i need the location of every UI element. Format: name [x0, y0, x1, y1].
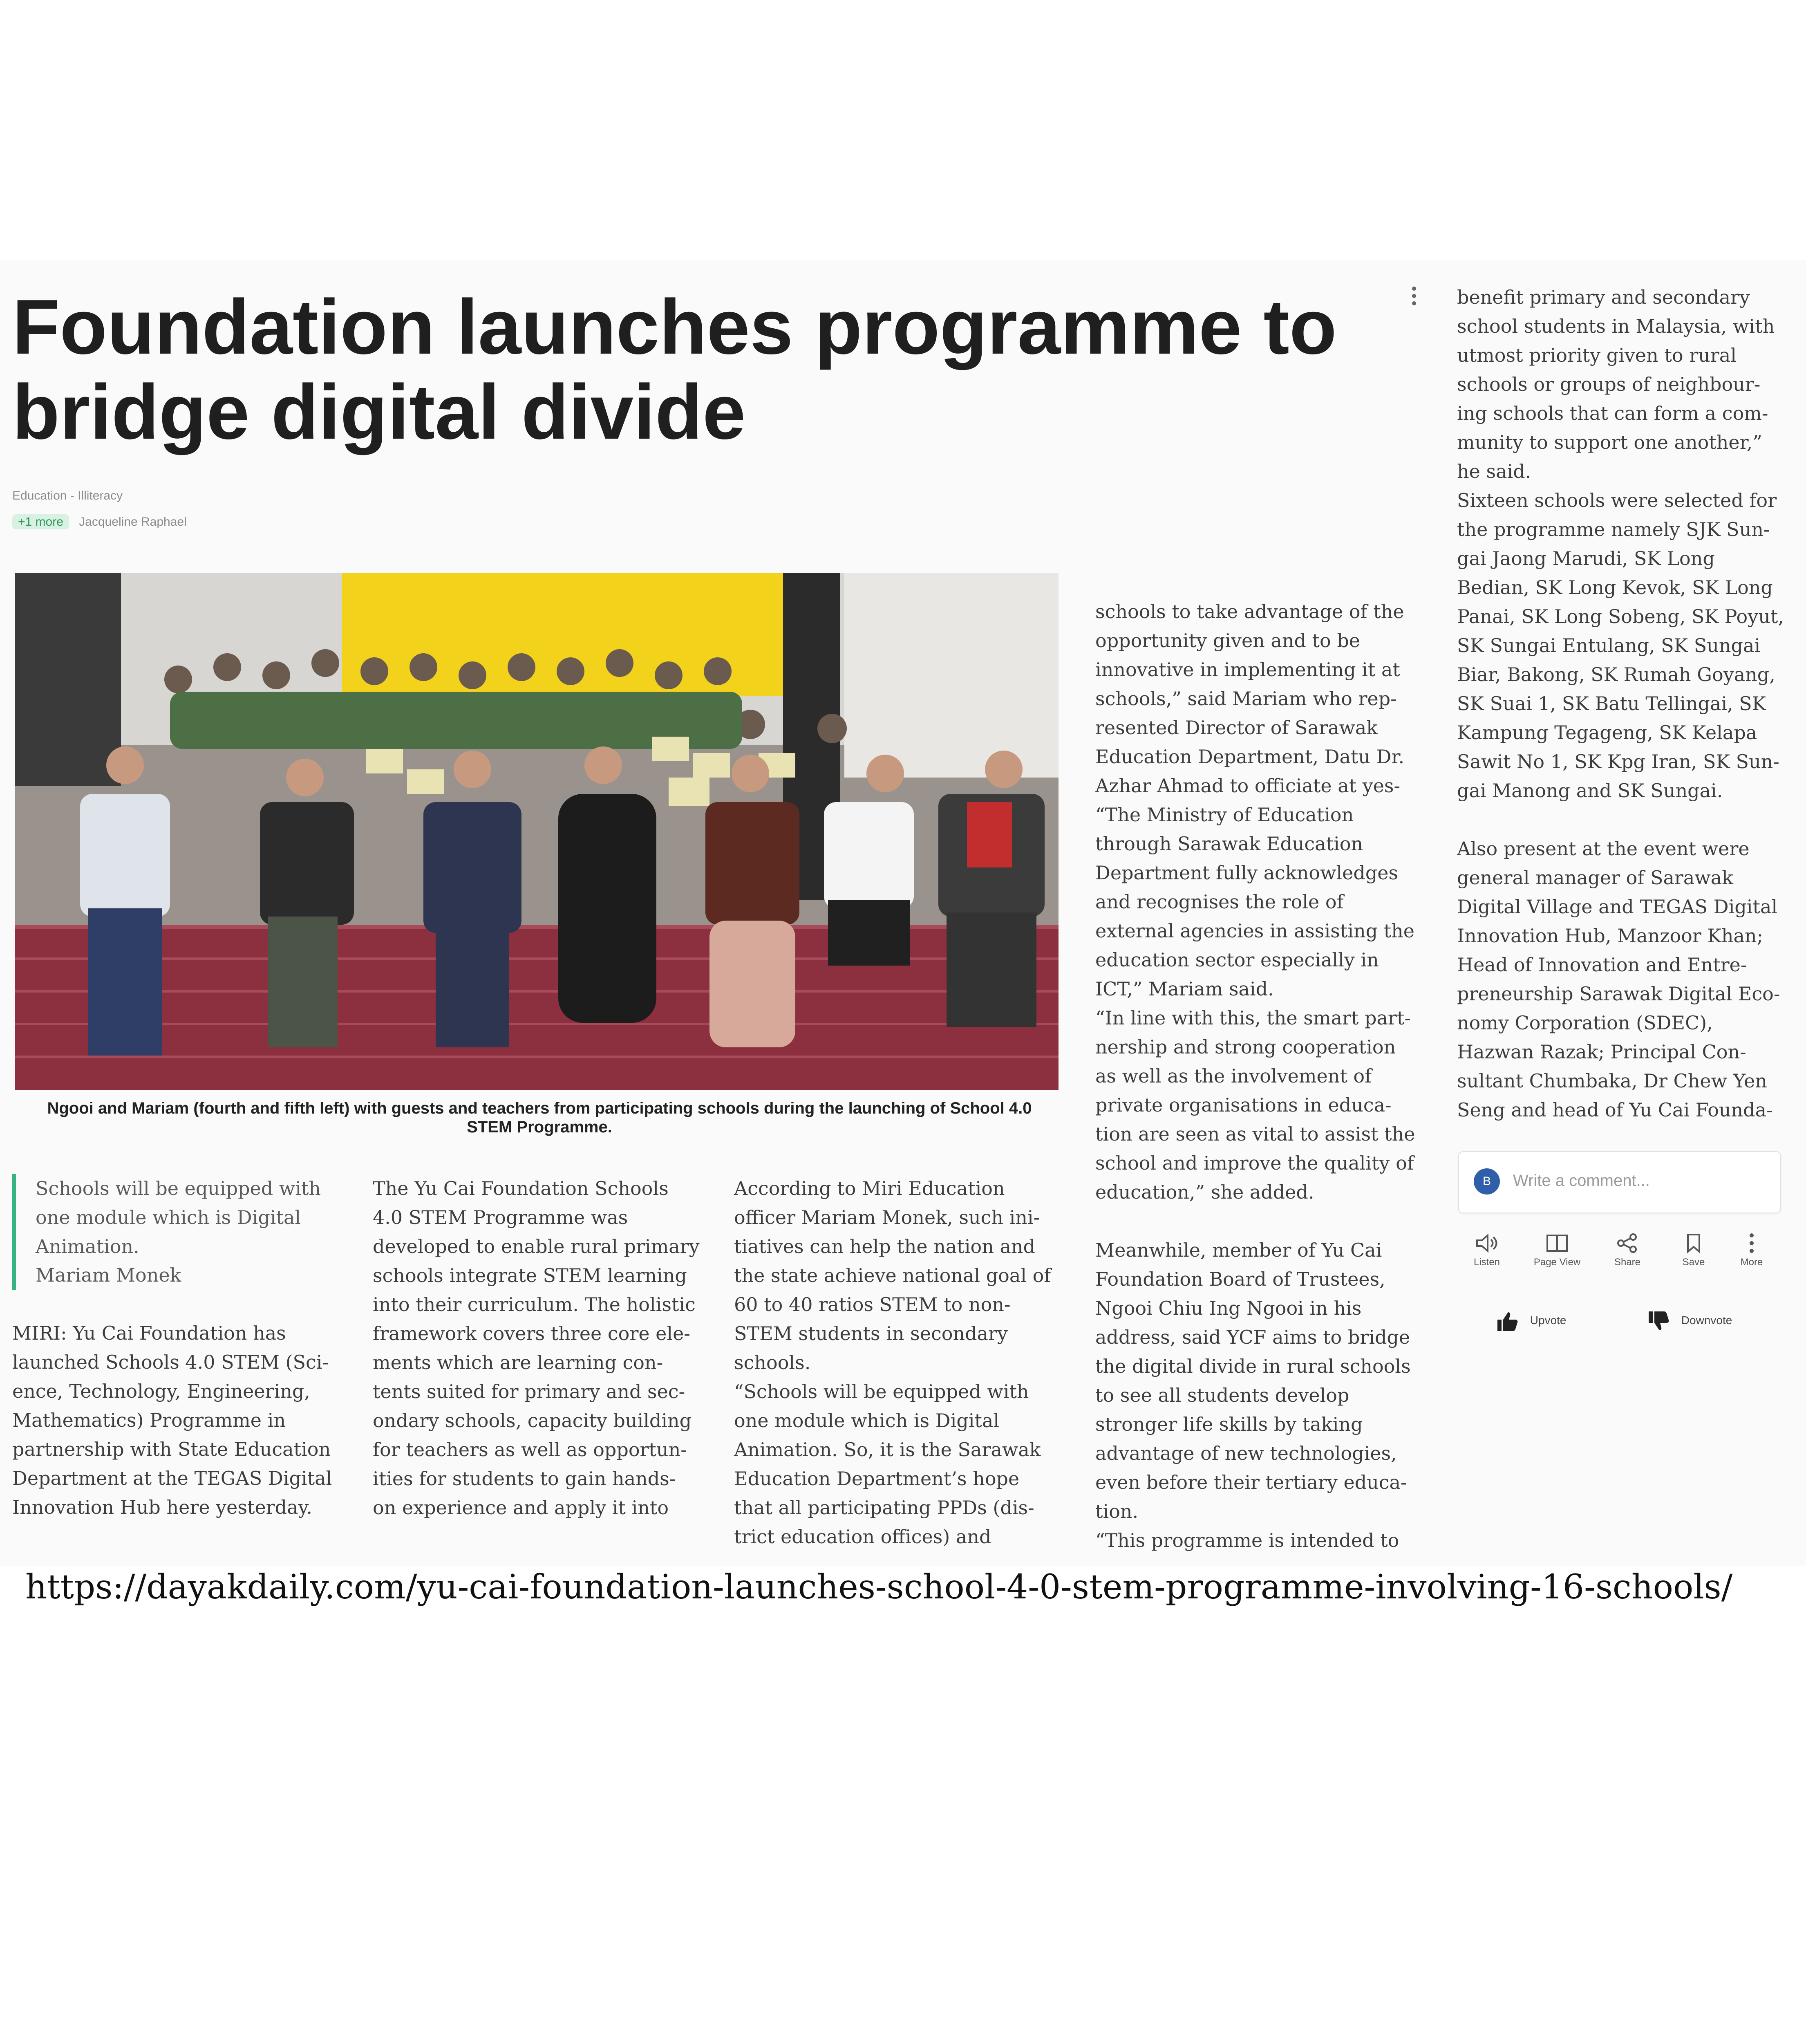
text-line: Also present at the event were [1457, 838, 1750, 860]
text-line: private organisations in educa- [1095, 1094, 1392, 1116]
photo-caption [8, 1099, 1071, 1136]
text-line: ities for students to gain hands- [373, 1468, 676, 1490]
text-line: the digital divide in rural schools [1095, 1355, 1411, 1377]
upvote-button[interactable] [1496, 1311, 1567, 1332]
text-line: partnership with State Education [12, 1438, 331, 1460]
text-line: ing schools that can form a com- [1457, 402, 1768, 424]
text-line: SK Suai 1, SK Batu Tellingai, SK [1457, 693, 1766, 715]
text-line: “This programme is intended to [1095, 1529, 1399, 1551]
text-line: schools. [734, 1351, 811, 1374]
text-line: advantage of new technologies, [1095, 1442, 1397, 1464]
text-line: for teachers as well as opportun- [373, 1439, 687, 1461]
pull-quote-line: one module which is Digital [36, 1206, 301, 1228]
pull-quote-author: Mariam Monek [12, 1261, 322, 1290]
text-line: schools,” said Mariam who rep- [1095, 688, 1397, 710]
text-line: Innovation Hub here yesterday. [12, 1496, 313, 1518]
comment-box[interactable] [1458, 1151, 1781, 1213]
text-line: trict education offices) and [734, 1526, 991, 1548]
text-line: Seng and head of Yu Cai Founda- [1457, 1099, 1773, 1121]
text-line: one module which is Digital [734, 1410, 1000, 1432]
event-photo [15, 573, 1059, 1090]
more-vertical-icon [1739, 1233, 1764, 1253]
caption-line-1: Ngooi and Mariam (fourth and fifth left) with guests and teachers from participating schools during the launching of School 4.0 [47, 1099, 1032, 1117]
page-view-button[interactable] [1528, 1233, 1586, 1268]
text-line: gai Jaong Marudi, SK Long [1457, 547, 1715, 569]
text-line: Digital Village and TEGAS Digital [1457, 896, 1778, 918]
text-line: Head of Innovation and Entre- [1457, 954, 1747, 976]
downvote-label: Downvote [1681, 1314, 1732, 1327]
more-label: More [1740, 1257, 1763, 1268]
text-line: stronger life skills by taking [1095, 1413, 1363, 1435]
text-line: tion. [1095, 1500, 1139, 1522]
text-line: tents suited for primary and sec- [373, 1381, 685, 1403]
text-line: opportunity given and to be [1095, 630, 1361, 652]
upvote-label: Upvote [1530, 1314, 1567, 1327]
speaker-icon [1475, 1233, 1499, 1253]
body-column-4 [1095, 597, 1430, 1555]
text-line: the programme namely SJK Sun- [1457, 518, 1770, 540]
page-view-label: Page View [1533, 1257, 1581, 1268]
text-line: as well as the involvement of [1095, 1065, 1372, 1087]
text-line: preneurship Sarawak Digital Eco- [1457, 983, 1780, 1005]
text-line: schools integrate STEM learning [373, 1264, 687, 1286]
text-line: “The Ministry of Education [1095, 804, 1354, 826]
text-line: Hazwan Razak; Principal Con- [1457, 1041, 1746, 1063]
text-line: to see all students develop [1095, 1384, 1349, 1406]
save-button[interactable] [1665, 1233, 1722, 1268]
caption-line-2: STEM Programme. [467, 1118, 612, 1136]
share-label: Share [1614, 1257, 1641, 1268]
pull-quote-line: Animation. [36, 1235, 139, 1257]
kebab-menu-icon[interactable] [1410, 285, 1418, 309]
thumbs-up-icon [1496, 1311, 1519, 1332]
text-line: Education Department’s hope [734, 1468, 1020, 1490]
text-line: schools or groups of neighbour- [1457, 373, 1761, 395]
text-line: resented Director of Sarawak [1095, 717, 1378, 739]
text-line: officer Mariam Monek, such ini- [734, 1206, 1040, 1228]
author-name: Jacqueline Raphael [79, 515, 187, 529]
body-column-2 [373, 1174, 708, 1522]
text-line: into their curriculum. The holistic [373, 1293, 696, 1316]
text-line: Department fully acknowledges [1095, 862, 1399, 884]
text-line: munity to support one another,” [1457, 431, 1762, 453]
pull-quote [12, 1174, 354, 1261]
source-url[interactable]: https://dayakdaily.com/yu-cai-foundation-launches-school-4-0-stem-programme-involving-16-schools/ [25, 1568, 1733, 1607]
more-button[interactable] [1723, 1233, 1780, 1268]
text-line: gai Manong and SK Sungai. [1457, 780, 1723, 802]
text-line: ICT,” Mariam said. [1095, 978, 1274, 1000]
text-line: Biar, Bakong, SK Rumah Goyang, [1457, 663, 1775, 686]
text-line: innovative in implementing it at [1095, 659, 1400, 681]
title-line-2: bridge digital divide [12, 369, 746, 455]
text-line: Sixteen schools were selected for [1457, 489, 1777, 511]
more-tags-badge[interactable]: +1 more [12, 514, 69, 529]
text-line: address, said YCF aims to bridge [1095, 1326, 1410, 1348]
article-title [12, 285, 1361, 455]
body-column-1 [12, 1319, 339, 1522]
listen-label: Listen [1473, 1257, 1500, 1268]
text-line: education sector especially in [1095, 949, 1379, 971]
text-line: education,” she added. [1095, 1181, 1314, 1203]
text-line: The Yu Cai Foundation Schools [373, 1177, 669, 1199]
listen-button[interactable] [1458, 1233, 1515, 1268]
text-line: developed to enable rural primary [373, 1235, 700, 1257]
text-line: nership and strong cooperation [1095, 1036, 1396, 1058]
page-view-icon [1545, 1233, 1569, 1253]
text-line: on experience and apply it into [373, 1497, 669, 1519]
text-line: Panai, SK Long Sobeng, SK Poyut, [1457, 605, 1784, 628]
text-line: he said. [1457, 460, 1531, 482]
text-line: benefit primary and secondary [1457, 286, 1750, 308]
text-line: Innovation Hub, Manzoor Khan; [1457, 925, 1763, 947]
text-line: SK Sungai Entulang, SK Sungai [1457, 634, 1761, 657]
share-icon [1615, 1233, 1640, 1253]
text-line: framework covers three core ele- [373, 1322, 690, 1345]
text-line: Foundation Board of Trustees, [1095, 1268, 1385, 1290]
text-line: that all participating PPDs (dis- [734, 1497, 1034, 1519]
text-line: Department at the TEGAS Digital [12, 1467, 332, 1489]
bookmark-icon [1681, 1233, 1706, 1253]
thumbs-down-icon [1647, 1311, 1670, 1332]
text-line: Kampung Tegageng, SK Kelapa [1457, 722, 1757, 744]
paragraph-gap [1095, 1207, 1430, 1236]
paragraph-gap [1457, 805, 1792, 834]
title-line-1: Foundation launches programme to [12, 284, 1337, 370]
text-line: Meanwhile, member of Yu Cai [1095, 1239, 1382, 1261]
text-line: ments which are learning con- [373, 1351, 663, 1374]
text-line: According to Miri Education [734, 1177, 1005, 1199]
user-avatar: B [1474, 1168, 1500, 1195]
text-line: sultant Chumbaka, Dr Chew Yen [1457, 1070, 1767, 1092]
share-button[interactable] [1599, 1233, 1656, 1268]
text-line: through Sarawak Education [1095, 833, 1363, 855]
text-line: Animation. So, it is the Sarawak [734, 1439, 1041, 1461]
text-line: schools to take advantage of the [1095, 601, 1404, 623]
text-line: Sawit No 1, SK Kpg Iran, SK Sun- [1457, 751, 1779, 773]
save-label: Save [1682, 1257, 1705, 1268]
downvote-button[interactable] [1647, 1311, 1732, 1332]
news-clipping [0, 260, 1806, 1566]
text-line: school and improve the quality of [1095, 1152, 1414, 1174]
text-line: the state achieve national goal of [734, 1264, 1051, 1286]
text-line: launched Schools 4.0 STEM (Sci- [12, 1351, 329, 1373]
text-line: “Schools will be equipped with [734, 1381, 1029, 1403]
pull-quote-line: Schools will be equipped with [36, 1177, 321, 1199]
body-column-3 [734, 1174, 1069, 1551]
text-line: “In line with this, the smart part- [1095, 1007, 1411, 1029]
article-byline [12, 515, 187, 529]
text-line: ondary schools, capacity building [373, 1410, 692, 1432]
text-line: 60 to 40 ratios STEM to non- [734, 1293, 1011, 1316]
text-line: Bedian, SK Long Kevok, SK Long [1457, 576, 1773, 598]
text-line: 4.0 STEM Programme was [373, 1206, 628, 1228]
text-line: Ngooi Chiu Ing Ngooi in his [1095, 1297, 1362, 1319]
text-line: Education Department, Datu Dr. [1095, 746, 1405, 768]
text-line: and recognises the role of [1095, 891, 1344, 913]
text-line: even before their tertiary educa- [1095, 1471, 1407, 1493]
body-column-5 [1457, 283, 1792, 1125]
text-line: tion are seen as vital to assist the [1095, 1123, 1415, 1145]
text-line: school students in Malaysia, with [1457, 315, 1775, 337]
text-line: STEM students in secondary [734, 1322, 1008, 1345]
text-line: nomy Corporation (SDEC), [1457, 1012, 1713, 1034]
article-category[interactable]: Education - Illiteracy [12, 489, 123, 502]
text-line: utmost priority given to rural [1457, 344, 1737, 366]
text-line: external agencies in assisting the [1095, 920, 1415, 942]
text-line: MIRI: Yu Cai Foundation has [12, 1322, 286, 1344]
text-line: ence, Technology, Engineering, [12, 1380, 310, 1402]
comment-input[interactable]: Write a comment... [1513, 1172, 1650, 1190]
group-photo-illustration [15, 573, 1059, 1090]
text-line: tiatives can help the nation and [734, 1235, 1035, 1257]
text-line: general manager of Sarawak [1457, 867, 1734, 889]
text-line: Azhar Ahmad to officiate at yes- [1095, 775, 1401, 797]
text-line: Mathematics) Programme in [12, 1409, 286, 1431]
